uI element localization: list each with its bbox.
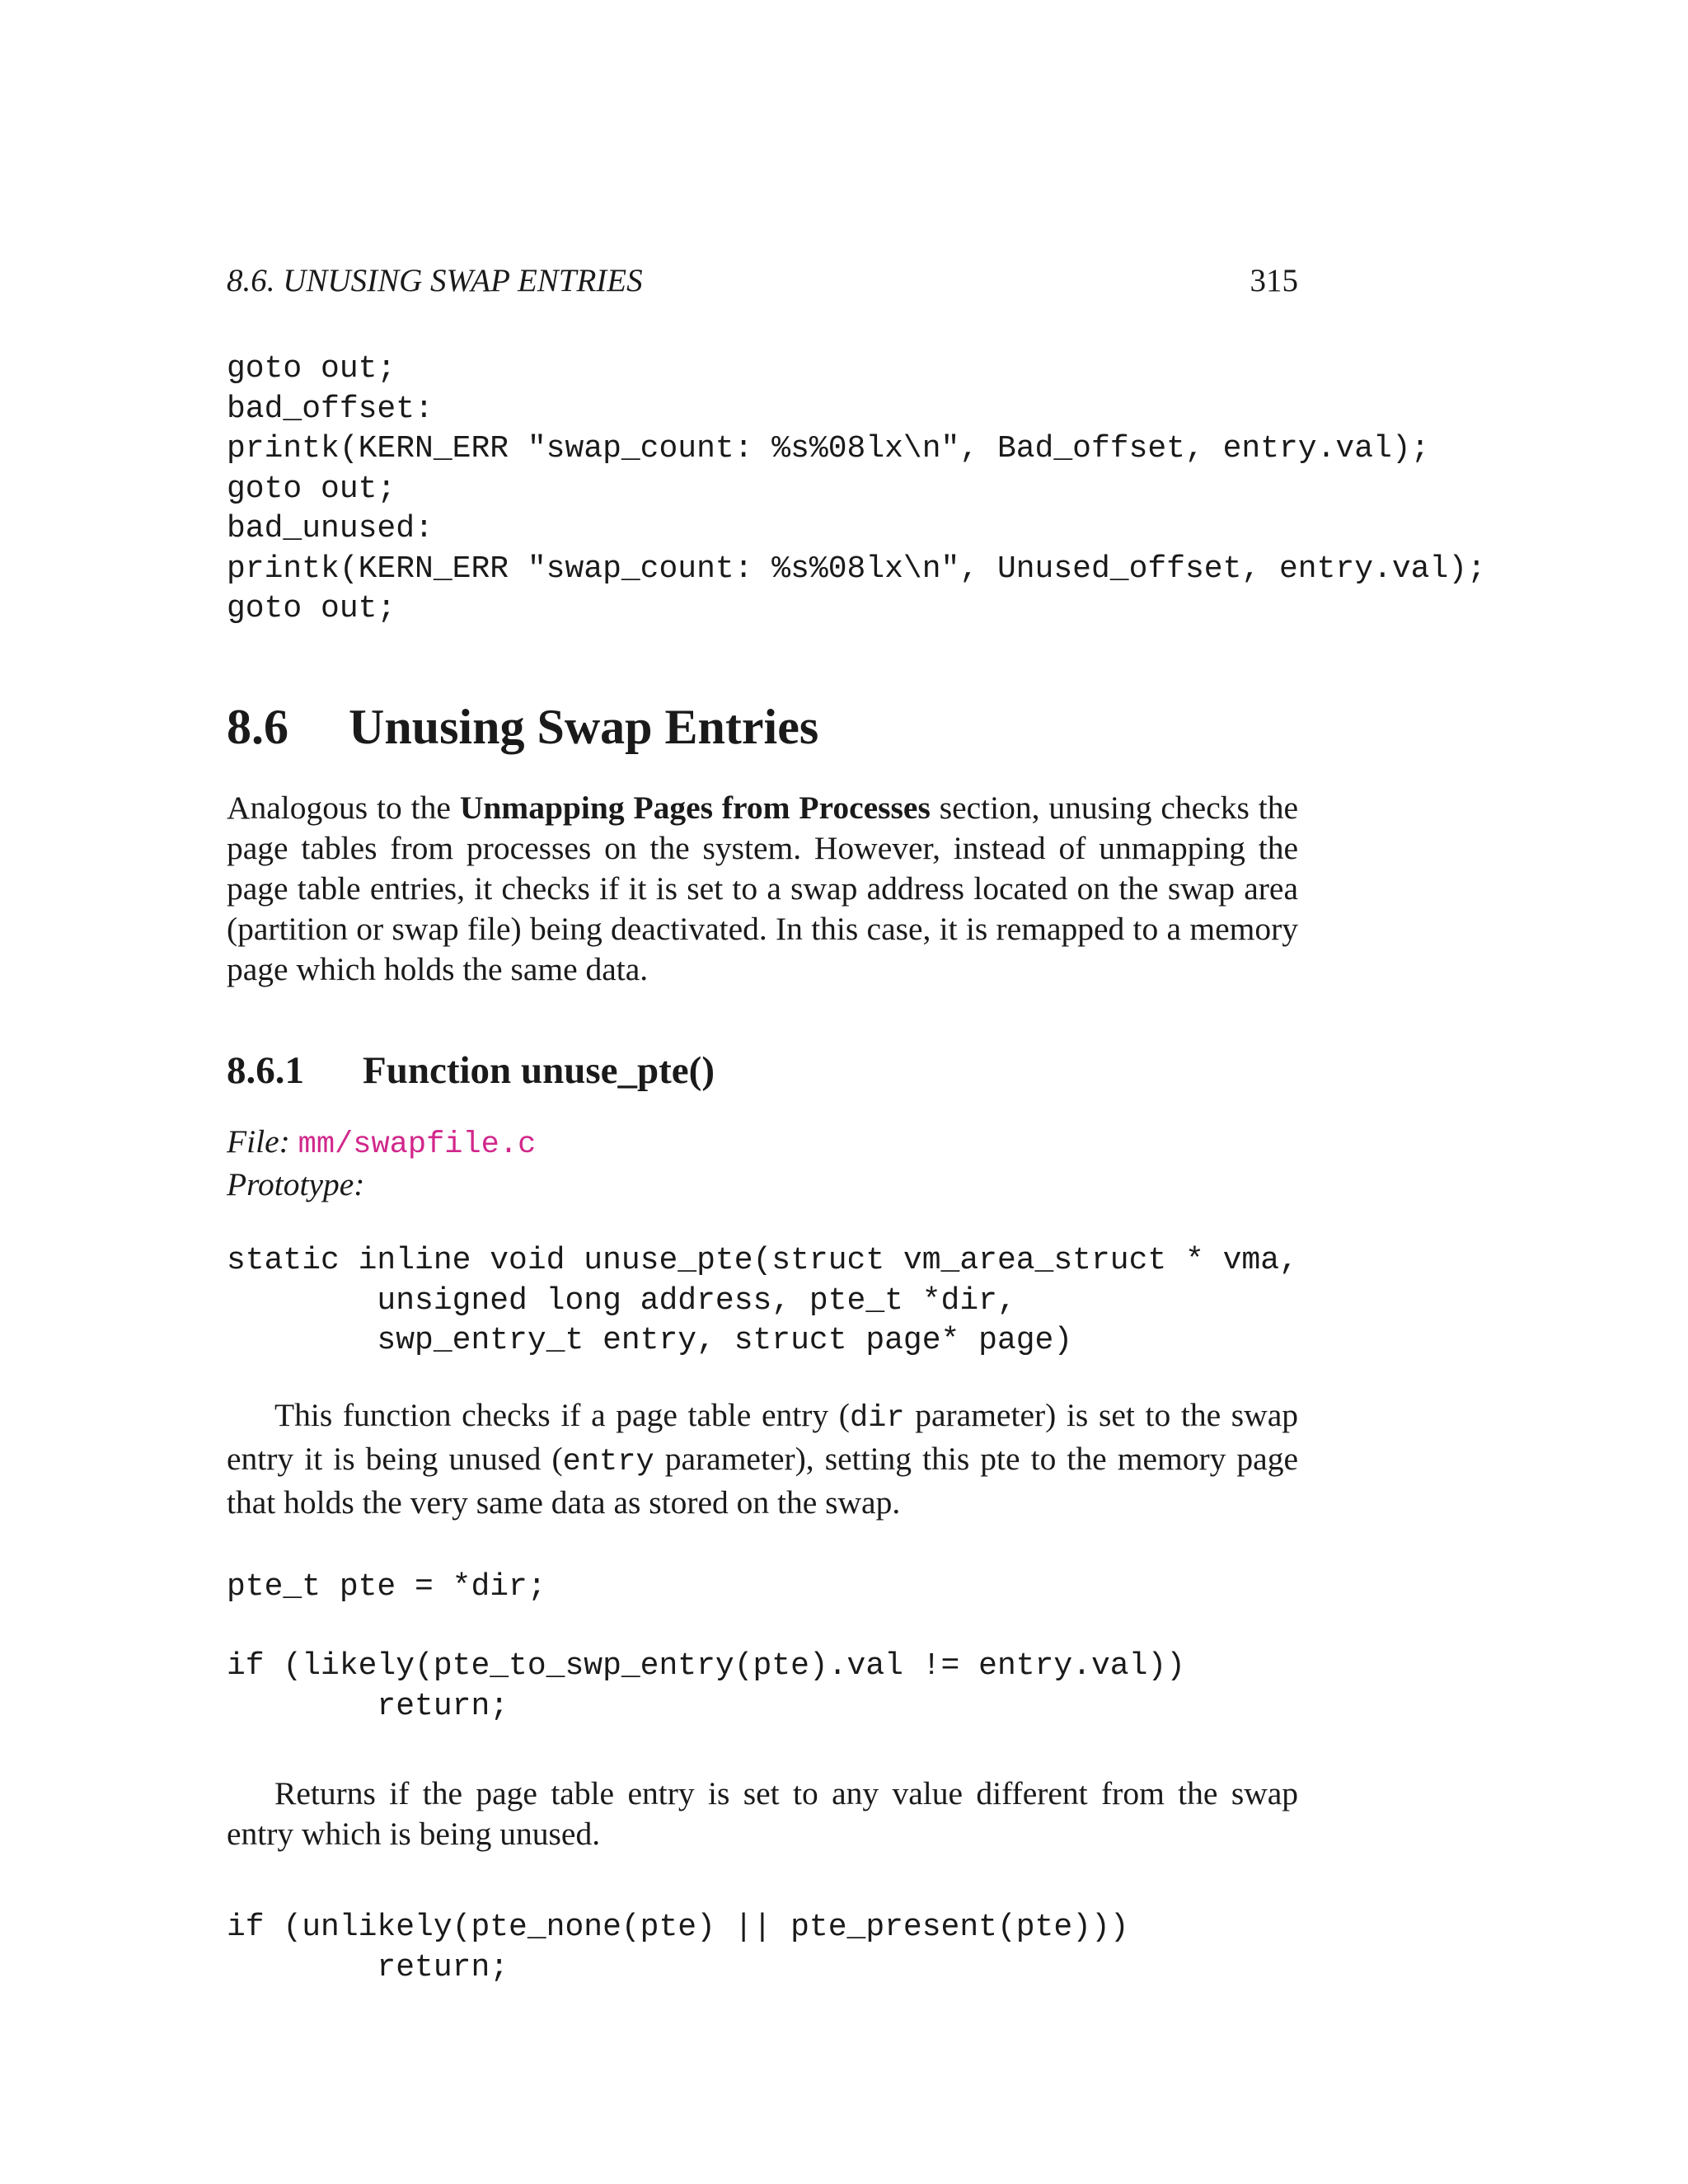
file-label: File: <box>227 1123 290 1160</box>
intro-text-1: Analogous to the <box>227 790 460 826</box>
section-title: Unusing Swap Entries <box>349 700 819 754</box>
file-line <box>227 1122 536 1165</box>
section-heading <box>227 699 818 756</box>
desc1-text-1: This function checks if a page table entry ( <box>274 1397 850 1433</box>
desc1-text-3: parameter), setting this pte to the memory page that holds the very same data as stored on the swap. <box>227 1441 1298 1521</box>
intro-text-2: section, unusing checks the page tables from processes on the system. However, instead of unmapping the page table entries, it checks if it is set to a swap address located on the swap area (partition or swap file) being deactivated. In this case, it is remapped to a memory page which holds the same data. <box>227 790 1298 987</box>
page-number: 315 <box>1250 263 1298 298</box>
intro-paragraph <box>227 788 1298 990</box>
file-path-link[interactable]: mm/swapfile.c <box>298 1127 537 1162</box>
code-dir: dir <box>849 1401 905 1436</box>
running-header-title: 8.6. UNUSING SWAP ENTRIES <box>227 263 643 298</box>
intro-bold-reference: Unmapping Pages from Processes <box>459 790 931 826</box>
subsection-heading <box>227 1048 715 1093</box>
code-entry: entry <box>562 1445 654 1479</box>
code-block-unlikely: if (unlikely(pte_none(pte) || pte_present(pte))) return; <box>227 1910 1129 1985</box>
code-block-prototype: static inline void unuse_pte(struct vm_area_struct * vma, unsigned long address, pte_t *dir, swp_entry_t entry, struct page* page) <box>227 1243 1298 1358</box>
desc1-text-2: parameter) is set to the swap entry it is being unused ( <box>227 1397 1298 1477</box>
file-info <box>227 1122 536 1204</box>
running-header <box>227 262 1298 299</box>
code-block-likely: if (likely(pte_to_swp_entry(pte).val != entry.val)) return; <box>227 1648 1185 1724</box>
description-paragraph-1 <box>227 1395 1298 1523</box>
description-paragraph-2: Returns if the page table entry is set to any value different from the swap entry which is being unused. <box>227 1775 1298 1852</box>
code-block-error-handling: goto out; bad_offset: printk(KERN_ERR "swap_count: %s%08lx\n", Bad_offset, entry.val); goto out; bad_unused: printk(KERN_ERR "swap_count: %s%08lx\n", Unused_offset, entry.val); goto out; <box>227 351 1486 626</box>
code-block-pte: pte_t pte = *dir; <box>227 1569 546 1605</box>
subsection-title: Function unuse_pte() <box>363 1049 715 1092</box>
prototype-label: Prototype: <box>227 1166 365 1202</box>
prototype-line <box>227 1165 536 1204</box>
section-number: 8.6 <box>227 700 288 754</box>
subsection-number: 8.6.1 <box>227 1049 304 1092</box>
